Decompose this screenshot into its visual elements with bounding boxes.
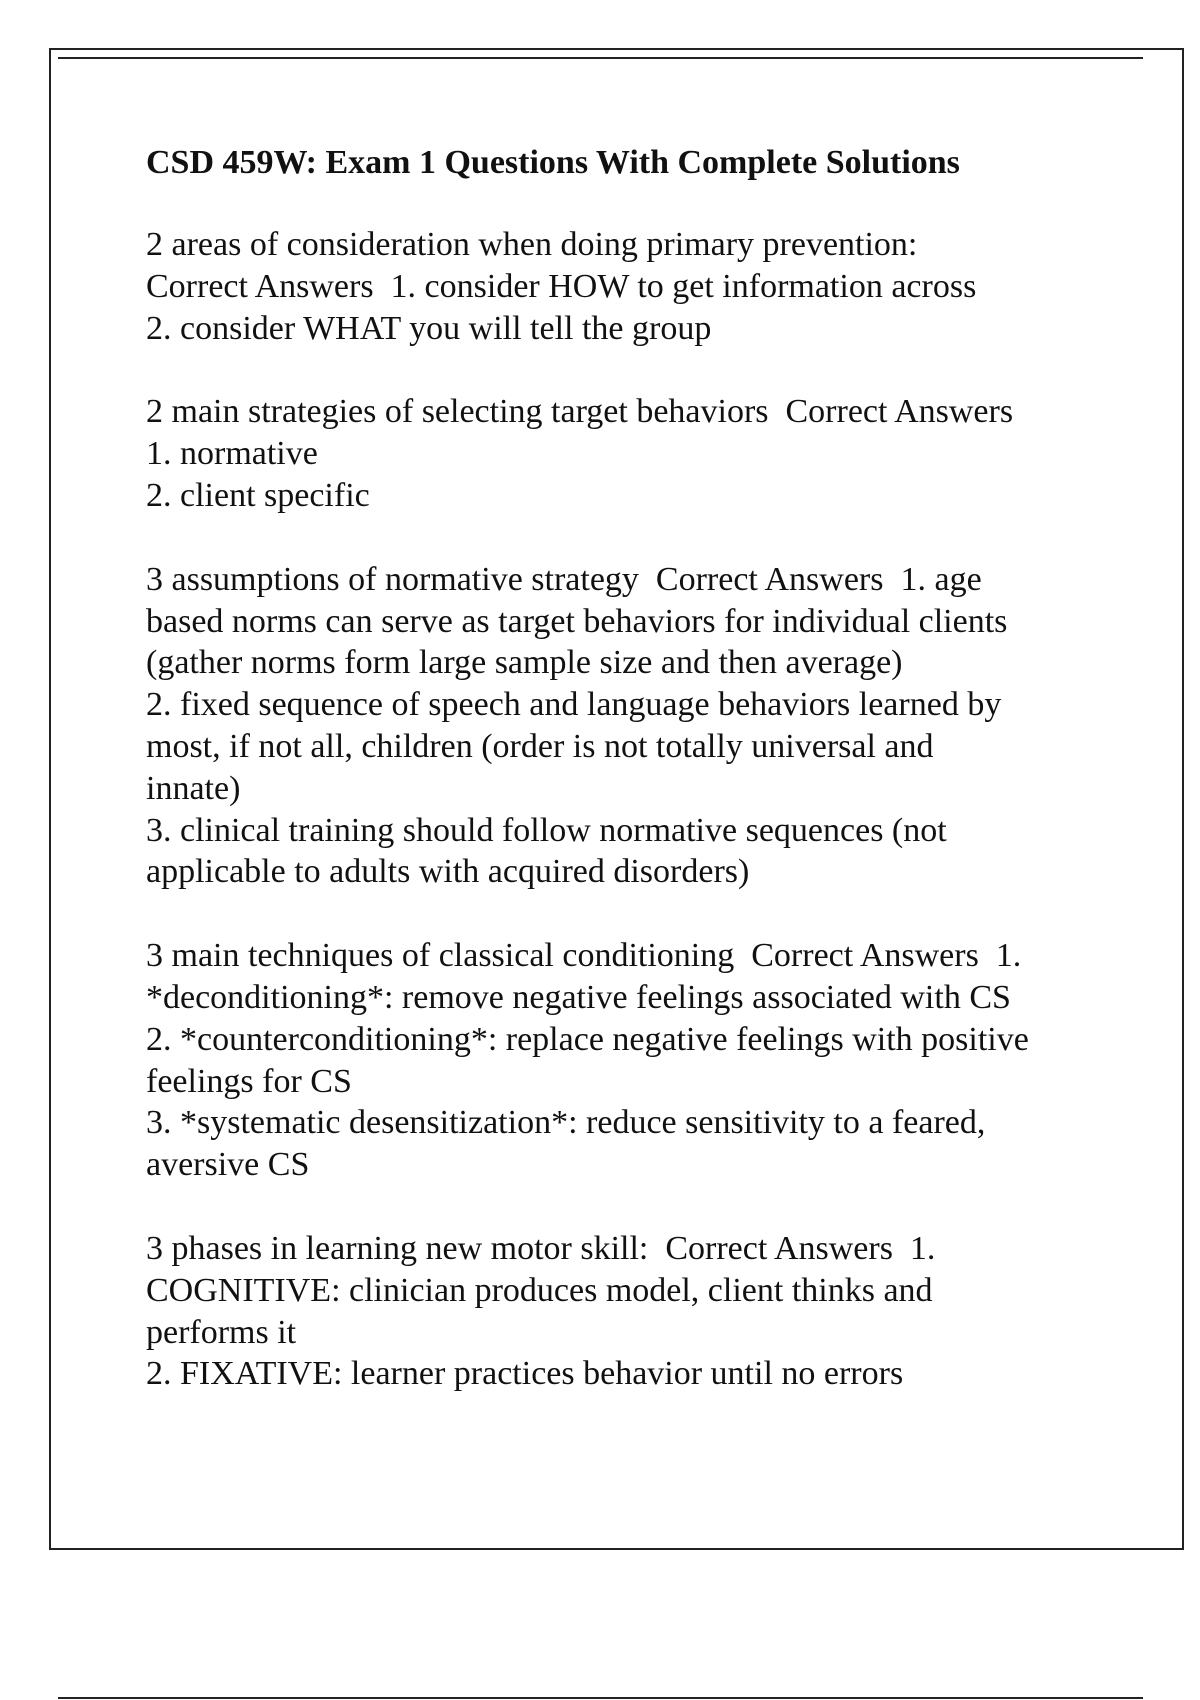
question-line-3-8: applicable to adults with acquired disorders) <box>146 853 750 891</box>
question-line-3-7: 3. clinical training should follow normative sequences (not <box>146 811 947 849</box>
qa-entry-classical-conditioning <box>146 935 1106 1186</box>
question-line-4-5: 3. *systematic desensitization*: reduce sensitivity to a feared, <box>146 1104 986 1142</box>
question-line-3-6: innate) <box>146 769 241 807</box>
question-line-1-1: 2 areas of consideration when doing primary prevention: <box>146 226 918 263</box>
question-line-1-2: Correct Answers 1. consider HOW to get information across <box>146 267 977 305</box>
question-line-3-3: (gather norms form large sample size and then average) <box>146 644 903 682</box>
question-line-2-1: 2 main strategies of selecting target behaviors Correct Answers <box>146 393 1014 431</box>
qa-entry-motor-skill-phases <box>146 1228 1106 1395</box>
question-line-3-4: 2. fixed sequence of speech and language behaviors learned by <box>146 686 1002 724</box>
question-line-5-4: 2. FIXATIVE: learner practices behavior until no errors <box>146 1355 904 1393</box>
question-line-3-1: 3 assumptions of normative strategy Correct Answers 1. age <box>146 560 982 598</box>
question-line-4-4: feelings for CS <box>146 1062 352 1100</box>
question-line-2-2: 1. normative <box>146 435 318 473</box>
qa-entry-primary-prevention <box>146 224 1106 349</box>
document-title: CSD 459W: Exam 1 Questions With Complete Solutions <box>146 144 960 181</box>
bottom-rule <box>58 1697 1143 1699</box>
qa-entry-normative-assumptions <box>146 559 1106 893</box>
question-line-4-6: aversive CS <box>146 1146 310 1184</box>
question-line-5-3: performs it <box>146 1313 297 1351</box>
question-line-4-1: 3 main techniques of classical conditioning Correct Answers 1. <box>146 937 1022 975</box>
question-line-1-3: 2. consider WHAT you will tell the group <box>146 309 712 347</box>
question-line-2-3: 2. client specific <box>146 476 370 514</box>
question-line-5-2: COGNITIVE: clinician produces model, client thinks and <box>146 1271 933 1309</box>
qa-entry-target-behaviors <box>146 391 1106 516</box>
question-line-4-3: 2. *counterconditioning*: replace negative feelings with positive <box>146 1020 1029 1058</box>
question-line-3-5: most, if not all, children (order is not totally universal and <box>146 727 934 765</box>
question-line-4-2: *deconditioning*: remove negative feelings associated with CS <box>146 978 1011 1016</box>
question-line-3-2: based norms can serve as target behaviors for individual clients <box>146 602 1008 640</box>
question-line-5-1: 3 phases in learning new motor skill: Correct Answers 1. <box>146 1229 936 1267</box>
document-body <box>146 142 1106 1437</box>
